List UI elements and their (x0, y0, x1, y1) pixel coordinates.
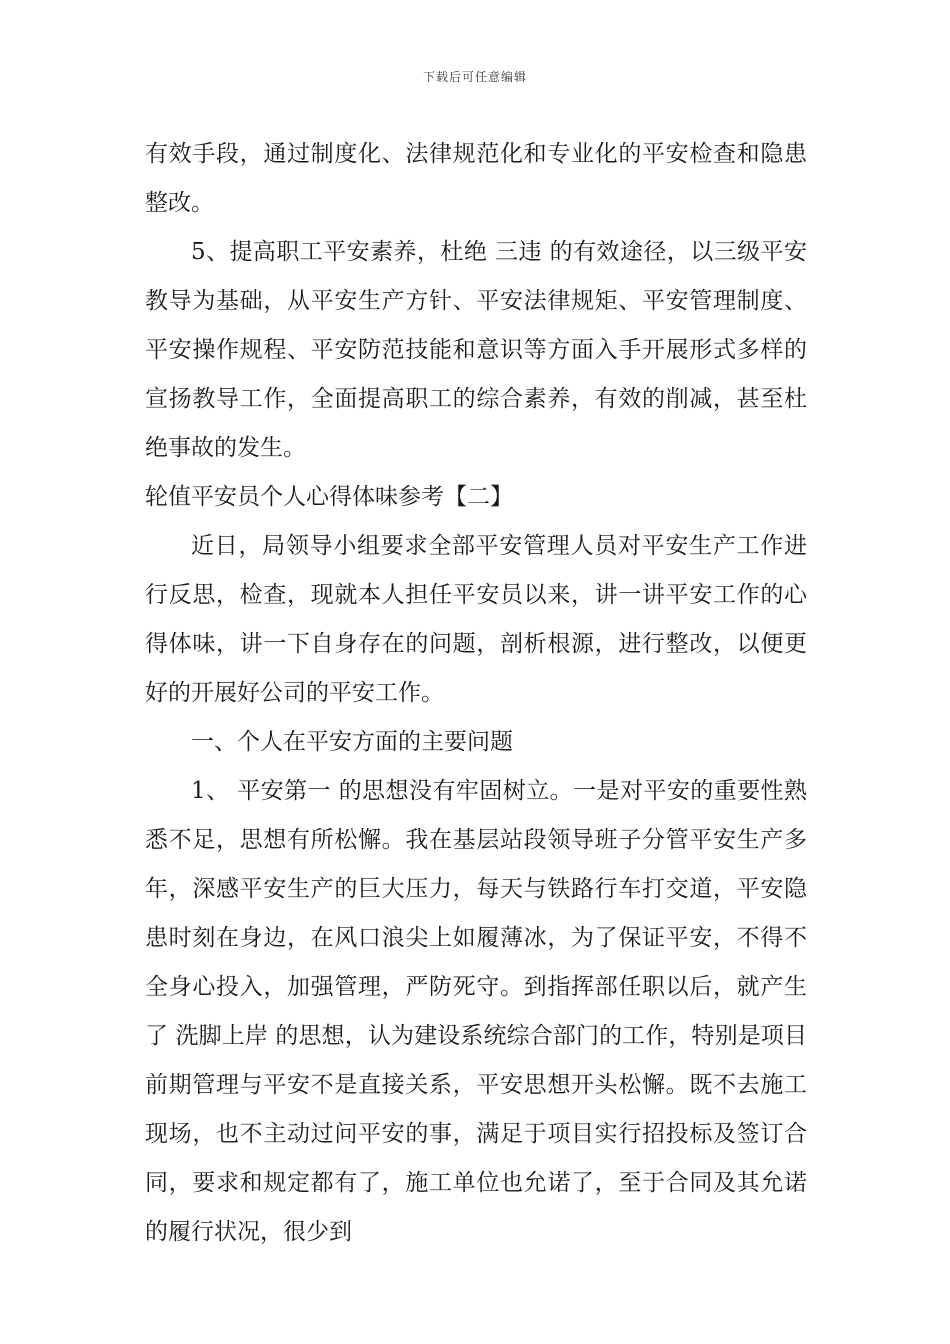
paragraph-intro: 近日，局领导小组要求全部平安管理人员对平安生产工作进行反思，检查，现就本人担任平安员以来，讲一讲平安工作的心得体味，讲一下自身存在的问题，剖析根源，进行整改，以便更好的开展好公司的平安工作。 (145, 533, 807, 706)
page-header: 下载后可任意编辑 (422, 70, 527, 84)
paragraph-problem-1: 1、 平安第一 的思想没有牢固树立。一是对平安的重要性熟悉不足，思想有所松懈。我在基层站段领导班子分管平安生产多年，深感平安生产的巨大压力，每天与铁路行车打交道，平安隐患时刻在身边，在风口浪尖上如履薄冰，为了保证平安，不得不全身心投入，加强管理，严防死守。到指挥部任职以后，就产生了 洗脚上岸 的思想，认为建设系统综合部门的工作，特别是项目前期管理与平安不是直接关系，平安思想开头松懈。既不去施工现场，也不主动过问平安的事，满足于项目实行招投标及签订合同，要求和规定都有了，施工单位也允诺了，至于合同及其允诺的履行状况，很少到 (145, 778, 807, 1245)
paragraph-item-5: 5、提高职工平安素养，杜绝 三违 的有效途径，以三级平安教导为基础，从平安生产方针、平安法律规矩、平安管理制度、平安操作规程、平安防范技能和意识等方面入手开展形式多样的宣扬教导工作，全面提高职工的综合素养，有效的削减，甚至杜绝事故的发生。 (145, 239, 807, 461)
document-body (145, 130, 807, 1257)
paragraph-continuation: 有效手段，通过制度化、法律规范化和专业化的平安检查和隐患整改。 (145, 141, 807, 216)
subheading-main-problems: 一、个人在平安方面的主要问题 (191, 729, 513, 755)
section-heading: 轮值平安员个人心得体味参考【二】 (145, 484, 513, 510)
